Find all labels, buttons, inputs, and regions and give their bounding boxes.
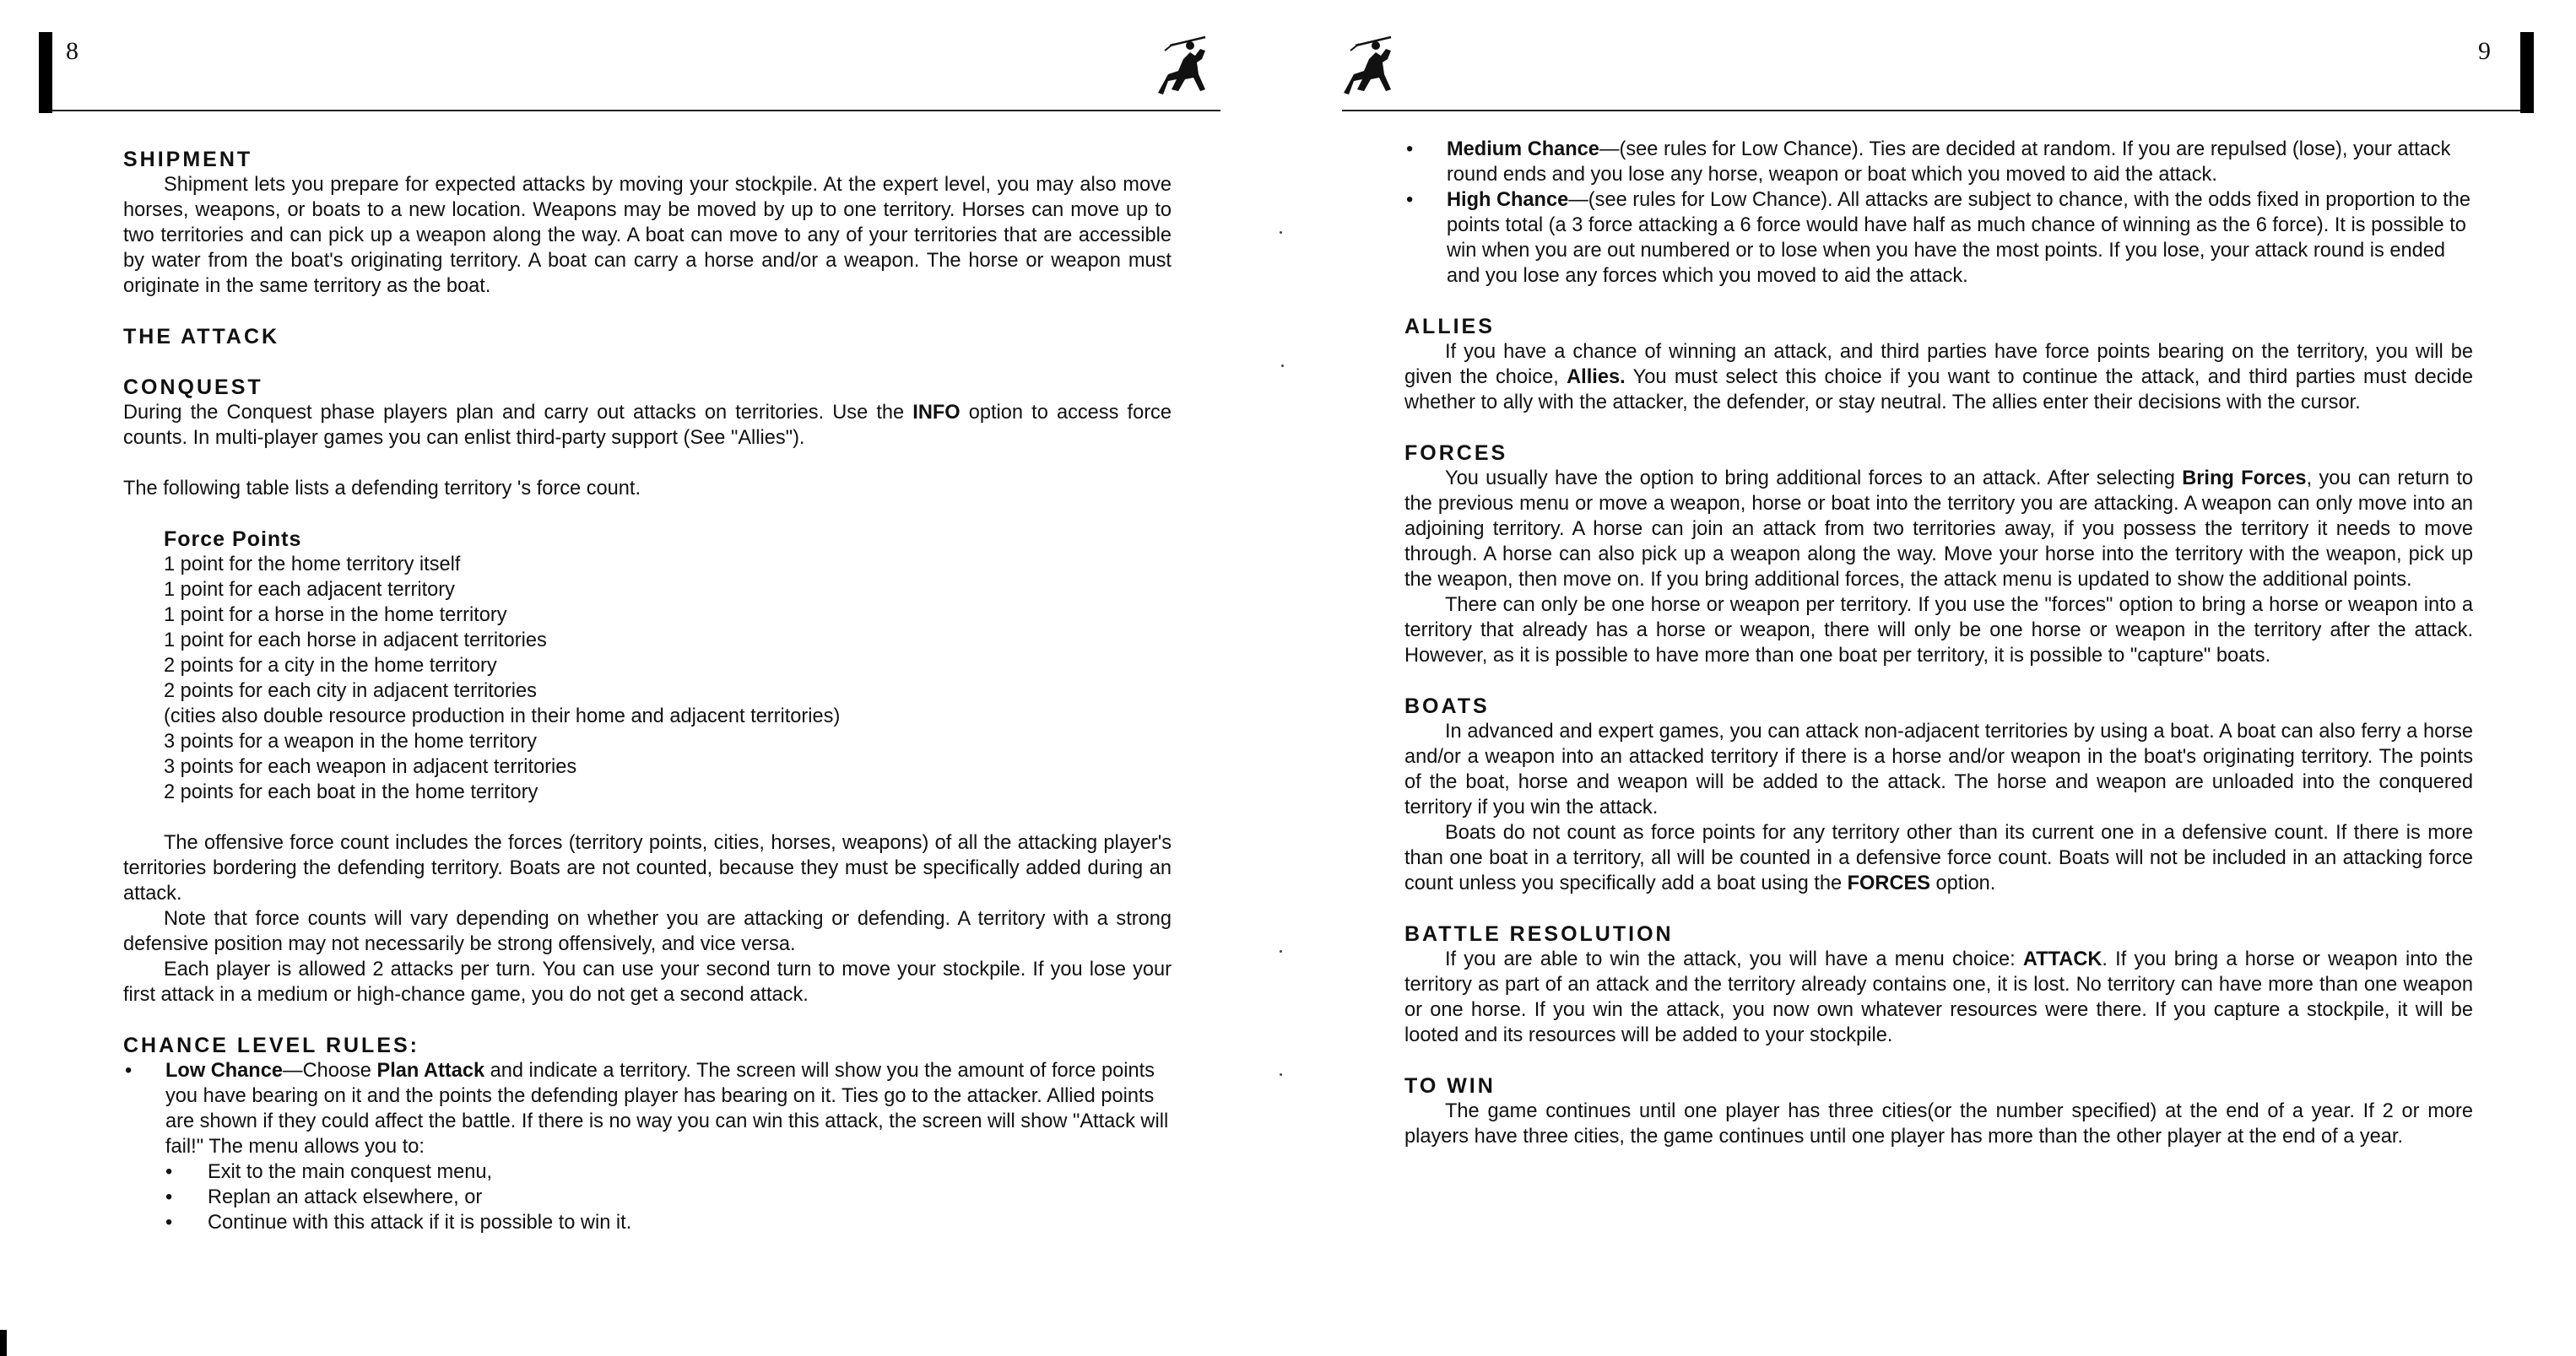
boats-defense-text: Boats do not count as force points for any territory other than its current one in a defensive count. If there is more than one boat in a territory, all will be counted in a defensive force count. Boats will not be included in an attacking force count unless you specifically add a boat using the FORCES option.: [1404, 822, 2473, 894]
force-point-item: 1 point for a horse in the home territory: [164, 604, 507, 626]
force-points-heading: Force Points: [164, 527, 302, 551]
forces-capture-text: There can only be one horse or weapon per territory. If you use the "forces" option to bring a horse or weapon into a territory that already has a horse or weapon, there will only be one horse or weapon in the territory after the attack. However, as it is possible to have more than one boat per territory, it is possible to "capture" boats.: [1404, 594, 2473, 667]
attack-menu-options: [165, 1159, 1172, 1235]
force-points-table: [123, 527, 1172, 805]
right-page: [1288, 0, 2576, 1356]
force-point-item: 2 points for each boat in the home territory: [164, 781, 538, 803]
forces-text: You usually have the option to bring additional forces to an attack. After selecting Bring Forces, you can return to the previous menu or move a weapon, horse or boat into the territory you are attacking. A weapon can only move into an adjoining territory. A horse can join an attack from two territories away, if you possess the territory it needs to move through. A horse can also pick up a weapon along the way. Move your horse into the territory with the weapon, pick up the weapon, then move on. If you bring additional forces, the attack menu is updated to show the additional points.: [1404, 467, 2474, 591]
battle-resolution-text: If you are able to win the attack, you will have a menu choice: ATTACK. If you bring a horse or weapon into the territory as part of an attack and the territory already contains one, it is lost. No territory can have more than one weapon or one horse. If you win the attack, you now own whatever resources were there. If you capture a stockpile, it will be looted and its resources will be added to your stockpile.: [1404, 948, 2473, 1046]
to-win-text: The game continues until one player has three cities(or the number specified) at the end of a year. If 2 or more players have three cities, the game continues until one player has more than the other player at the end of a year.: [1404, 1100, 2473, 1148]
allies-heading: ALLIES: [1404, 315, 1495, 338]
margin-mark: [1280, 950, 1282, 953]
force-point-item: 1 point for the home territory itself: [164, 554, 461, 575]
horse-rider-icon: [1339, 34, 1399, 101]
menu-option: • Continue with this attack if it is possible to win it.: [165, 1210, 1172, 1235]
shipment-text: Shipment lets you prepare for expected attacks by moving your stockpile. At the expert level, you may also move horses, weapons, or boats to a new location. Weapons may be moved by up to one territory. Horses can move up to two territories and can pick up a weapon along the way. A boat can move to any of your territories that are accessible by water from the boat's originating territory. A boat can carry a horse and/or a weapon. The horse or weapon must originate in the same territory as the boat.: [123, 174, 1172, 297]
force-point-item: 1 point for each adjacent territory: [164, 579, 455, 601]
right-column: [1404, 137, 2473, 1149]
bottom-edge-mark: [0, 1330, 7, 1356]
high-chance-rule: • High Chance—(see rules for Low Chance). All attacks are subject to chance, with the odds fixed in proportion to the points total (a 3 force attacking a 6 force would have half as much chance of winning as the 6 force). It is possible to win when you are out numbered or to lose when you have the most points. If you lose, your attack round is ended and you lose any forces which you moved to aid the attack.: [1404, 187, 2473, 289]
chance-rules-continued: [1404, 137, 2473, 289]
chance-level-heading: CHANCE LEVEL RULES:: [123, 1034, 420, 1057]
page-edge-tab: [39, 32, 52, 113]
horse-rider-icon: [1153, 34, 1214, 101]
force-point-item: (cities also double resource production in their home and adjacent territories): [164, 705, 841, 727]
force-point-item: 3 points for a weapon in the home territory: [164, 731, 537, 753]
force-point-item: 2 points for each city in adjacent territories: [164, 680, 537, 702]
boats-text: In advanced and expert games, you can attack non-adjacent territories by using a boat. A boat can also ferry a horse and/or a weapon into an attacked territory if there is a horse and/or weapon in the boat's originating territory. The points of the boat, horse and weapon will be added to the attack. The horse and weapon are unloaded into the conquered territory if you win the attack.: [1404, 721, 2473, 818]
force-points-list: [164, 552, 1172, 805]
menu-option: • Replan an attack elsewhere, or: [165, 1185, 1172, 1210]
chance-rules-list: [123, 1058, 1172, 1235]
attacks-per-turn-text: Each player is allowed 2 attacks per turn. You can use your second turn to move your stockpile. If you lose your first attack in a medium or high-chance game, you do not get a second attack.: [123, 959, 1172, 1006]
forces-heading: FORCES: [1404, 441, 1508, 465]
force-count-note: Note that force counts will vary depending on whether you are attacking or defending. A territory with a strong defensive position may not necessarily be strong offensively, and vice versa.: [123, 908, 1172, 955]
left-column: [123, 147, 1172, 1235]
margin-mark: [1280, 231, 1282, 234]
header-rule: [1342, 110, 2520, 111]
margin-mark: [1281, 365, 1284, 367]
force-table-intro: The following table lists a defending territory 's force count.: [123, 478, 641, 500]
medium-chance-rule: • Medium Chance—(see rules for Low Chance). Ties are decided at random. If you are repulsed (lose), your attack round ends and you lose any horse, weapon or boat which you moved to aid the attack.: [1404, 137, 2473, 187]
force-point-item: 1 point for each horse in adjacent territories: [164, 629, 547, 651]
shipment-heading: SHIPMENT: [123, 148, 253, 171]
force-point-item: 3 points for each weapon in adjacent territories: [164, 756, 577, 778]
page-number: 9: [2478, 37, 2491, 65]
menu-option: • Exit to the main conquest menu,: [165, 1159, 1172, 1185]
boats-heading: BOATS: [1404, 694, 1490, 718]
allies-text: If you have a chance of winning an attack, and third parties have force points bearing on the territory, you will be given the choice, Allies. You must select this choice if you want to continue the attack, and third parties must decide whether to ally with the attacker, the defender, or stay neutral. The allies enter their decisions with the cursor.: [1404, 341, 2473, 413]
force-point-item: 2 points for a city in the home territory: [164, 655, 497, 677]
battle-resolution-heading: BATTLE RESOLUTION: [1404, 922, 1674, 946]
offensive-count-text: The offensive force count includes the forces (territory points, cities, horses, weapons) of all the attacking player's territories bordering the defending territory. Boats are not counted, because they must be specifically added during an attack.: [123, 832, 1172, 905]
to-win-heading: TO WIN: [1404, 1074, 1496, 1098]
page-number: 8: [66, 37, 78, 65]
margin-mark: [1280, 1073, 1282, 1076]
conquest-text: During the Conquest phase players plan and carry out attacks on territories. Use the INFO option to access force counts. In multi-player games you can enlist third-party support (See "Allies").: [123, 402, 1172, 449]
header-rule: [52, 110, 1220, 111]
attack-heading: THE ATTACK: [123, 325, 280, 348]
low-chance-rule: • Low Chance—Choose Plan Attack and indicate a territory. The screen will show you the amount of force points you have bearing on it and the points the defending player has bearing on it. Ties go to the attacker. Allied points are shown if they could affect the battle. If there is no way you can win this attack, the screen will show "Attack will fail!" The menu allows you to: • Exit to the main conquest menu, • Replan an attack elsewhere, or • Continue with this attack if it is possible to win it.: [123, 1058, 1172, 1235]
conquest-heading: CONQUEST: [123, 375, 263, 399]
page-edge-tab: [2520, 32, 2534, 113]
